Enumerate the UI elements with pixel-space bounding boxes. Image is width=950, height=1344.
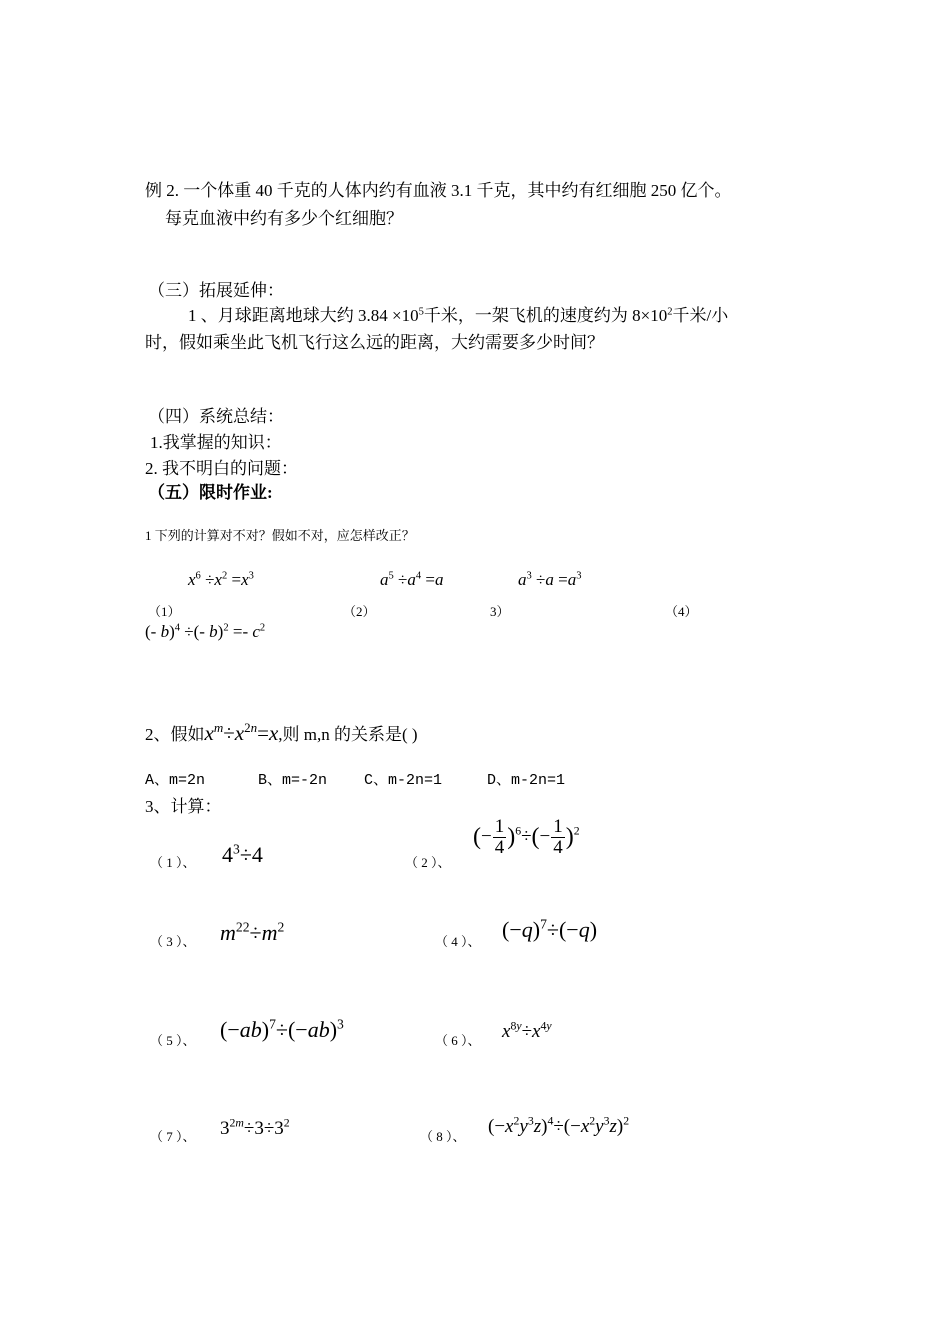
section3-p1-a: 1 、月球距离地球大约 3.84 ×10 xyxy=(188,306,419,325)
q3-label-8: （ 8 ）、 xyxy=(420,1129,466,1144)
section3-line2: 时，假如乘坐此飞机飞行这么远的距离，大约需要多少时间？ xyxy=(145,333,604,352)
example2-line1: 例 2. 一个体重 40 千克的人体内约有血液 3.1 千克，其中约有红细胞 250 亿个。 xyxy=(145,181,732,200)
q3-expr-4: $(-q)^7\div(-q)$ xyxy=(502,916,598,942)
section3-paragraph xyxy=(188,301,728,326)
q3-label-2: （ 2 ）、 xyxy=(405,855,451,870)
q3-label-6: （ 6 ）、 xyxy=(435,1033,481,1048)
q2-option-c: C、m-2n=1 xyxy=(364,772,443,789)
section5-heading: （五）限时作业: xyxy=(148,483,273,502)
q2-options xyxy=(145,768,205,789)
q3-heading: 3、计算： xyxy=(145,797,222,816)
q3-expr-5: $(-ab)^7\div(-ab)^3$ xyxy=(220,1016,344,1042)
q1-label-2: （2） xyxy=(343,604,376,619)
q2-expression: $x^m\div x^{2n}=x$ xyxy=(204,720,279,745)
q3-expr-8: $(-x^2y^3z)^4\div(-x^2y^3z)^2$ xyxy=(488,1114,630,1137)
q1-prompt: 1 下列的计算对不对？假如不对，应怎样改正？ xyxy=(145,528,415,543)
q2-option-b: B、m=-2n xyxy=(258,772,328,789)
section3-heading: （三）拓展延伸： xyxy=(148,281,284,300)
section4-item1: 1.我掌握的知识： xyxy=(150,433,282,452)
example2-line2: 每克血液中约有多少个红细胞？ xyxy=(165,209,403,228)
section3-p1-b: 千米，一架飞机的速度约为 8×10 xyxy=(423,306,668,325)
q1-expr-1: $x^6 \div x^2 =x^3$ xyxy=(188,570,254,589)
section3-p1-c: 千米/小 xyxy=(672,306,729,325)
q1-expr-3: $a^3 \div a =a^3$ xyxy=(518,570,582,589)
q3-label-3: （ 3 ）、 xyxy=(150,934,196,949)
q1-expr-2: $a^5 \div a^4 =a$ xyxy=(380,570,444,589)
q3-label-5: （ 5 ）、 xyxy=(150,1033,196,1048)
q3-label-1: （ 1 ）、 xyxy=(150,855,196,870)
q2-prefix: 2、假如 xyxy=(145,725,205,744)
q1-label-3: 3） xyxy=(490,604,510,619)
q2-suffix: ,则 m,n 的关系是( ) xyxy=(278,725,418,744)
q1-expr-4: (- b)$^4$ ÷(- $b)^2 =- c^2$ xyxy=(145,622,266,641)
q3-expr-2: (− $\frac{1}{4}$ )$^6$÷(− $\frac{1}{4}$ )$^2$ xyxy=(473,816,580,858)
q3-expr-1: $4^3\div 4$ xyxy=(222,841,263,867)
section3-p1-exp2: 2 xyxy=(667,306,673,318)
section4-item2: 2. 我不明白的问题： xyxy=(145,459,298,478)
q2-option-a: A、m=2n xyxy=(145,772,206,789)
q2-line xyxy=(145,720,418,746)
section3-p1-exp1: 5 xyxy=(418,306,424,318)
q3-expr-7: $3^{2m}\div 3\div 3^2$ xyxy=(220,1116,290,1139)
q3-label-4: （ 4 ）、 xyxy=(435,934,481,949)
q3-expr-3: $m^{22}\div m^2$ xyxy=(220,919,285,945)
q3-label-7: （ 7 ）、 xyxy=(150,1129,196,1144)
q1-label-1: （1） xyxy=(148,604,181,619)
q3-expr-6: $x^{8y}\div x^{4y}$ xyxy=(502,1019,552,1042)
q2-option-d: D、m-2n=1 xyxy=(487,772,566,789)
q1-label-4: （4） xyxy=(665,604,698,619)
section4-heading: （四）系统总结： xyxy=(148,407,284,426)
